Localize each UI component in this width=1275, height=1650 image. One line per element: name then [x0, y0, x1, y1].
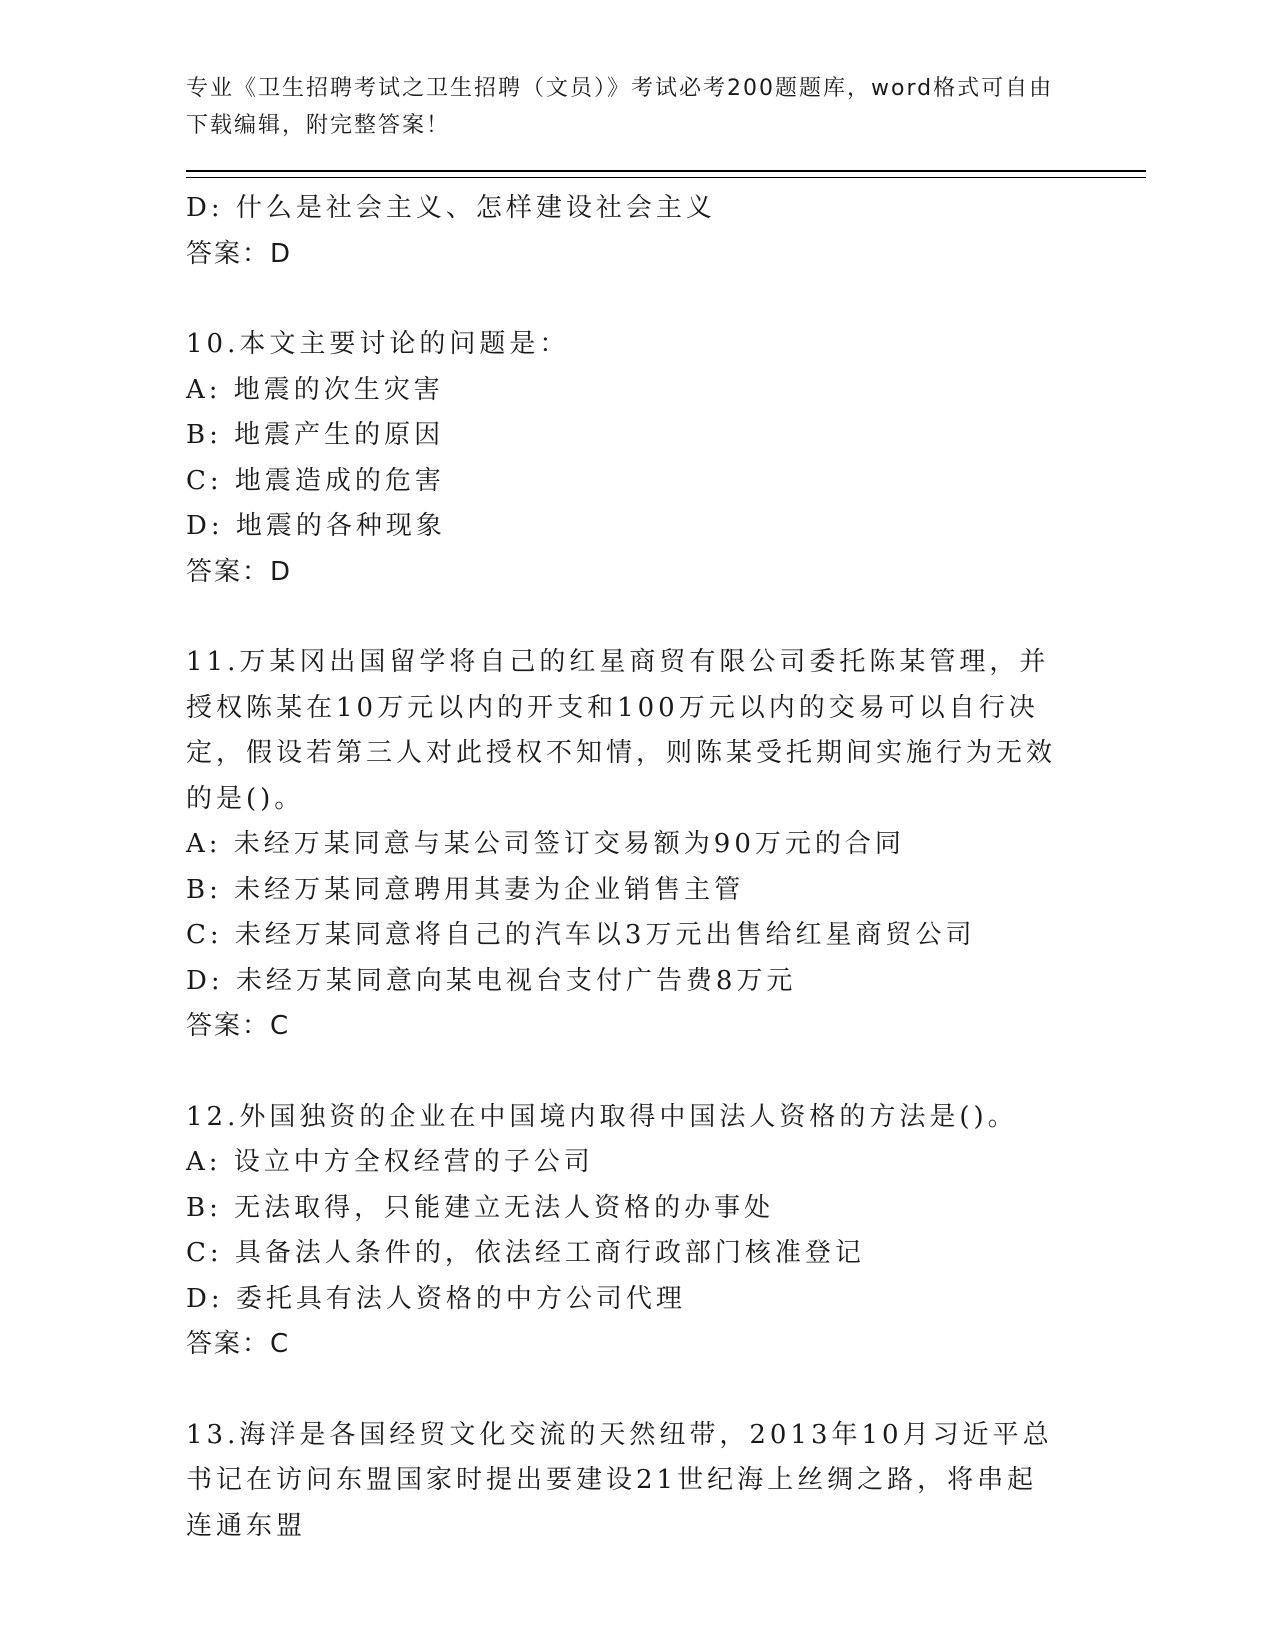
- header-rule: [186, 170, 1146, 178]
- option-b: B: 无法取得，只能建立无法人资格的办事处: [186, 1192, 775, 1223]
- document-page: [186, 70, 1146, 1549]
- question-13: [186, 1413, 1146, 1550]
- question-12: [186, 1095, 1146, 1368]
- option-d: D: 什么是社会主义、怎样建设社会主义: [186, 193, 716, 223]
- option-c: C: 未经万某同意将自己的汽车以3万元出售给红星商贸公司: [186, 920, 976, 950]
- question-stem: 12.外国独资的企业在中国境内取得中国法人资格的方法是()。: [186, 1101, 1018, 1132]
- page-header: 专业《卫生招聘考试之卫生招聘（文员）》考试必考200题题库，word格式可自由下载编辑，附完整答案！: [186, 76, 1054, 138]
- spacer: [186, 595, 1146, 640]
- answer: 答案：C: [186, 1329, 291, 1359]
- spacer: [186, 277, 1146, 322]
- option-d: D: 地震的各种现象: [186, 511, 446, 541]
- option-c: C: 具备法人条件的，依法经工商行政部门核准登记: [186, 1238, 865, 1268]
- spacer: [186, 1050, 1146, 1095]
- answer: 答案：D: [186, 238, 293, 269]
- question-10: [186, 322, 1146, 595]
- option-c: C: 地震造成的危害: [186, 465, 445, 496]
- option-a: A: 地震的次生灾害: [186, 374, 444, 405]
- question-stem: 11.万某冈出国留学将自己的红星商贸有限公司委托陈某管理，并授权陈某在10万元以内的开支和100万元以内的交易可以自行决定，假设若第三人对此授权不知情，则陈某受托期间实施行为无效的是()。: [186, 647, 1057, 814]
- answer: 答案：C: [186, 1011, 291, 1041]
- spacer: [186, 1368, 1146, 1413]
- option-a: A: 未经万某同意与某公司签订交易额为90万元的合同: [186, 829, 905, 859]
- option-d: D: 未经万某同意向某电视台支付广告费8万元: [186, 965, 797, 996]
- question-stem: 10.本文主要讨论的问题是：: [186, 329, 570, 359]
- option-d: D: 委托具有法人资格的中方公司代理: [186, 1283, 686, 1314]
- question-stem: 13.海洋是各国经贸文化交流的天然纽带，2013年10月习近平总书记在访问东盟国家时提出要建设21世纪海上丝绸之路，将串起连通东盟: [186, 1419, 1053, 1541]
- option-b: B: 未经万某同意聘用其妻为企业销售主管: [186, 874, 745, 905]
- option-b: B: 地震产生的原因: [186, 420, 445, 450]
- document-body: [186, 186, 1146, 1549]
- question-11: [186, 640, 1146, 1050]
- answer: 答案：D: [186, 556, 293, 587]
- option-a: A: 设立中方全权经营的子公司: [186, 1147, 594, 1177]
